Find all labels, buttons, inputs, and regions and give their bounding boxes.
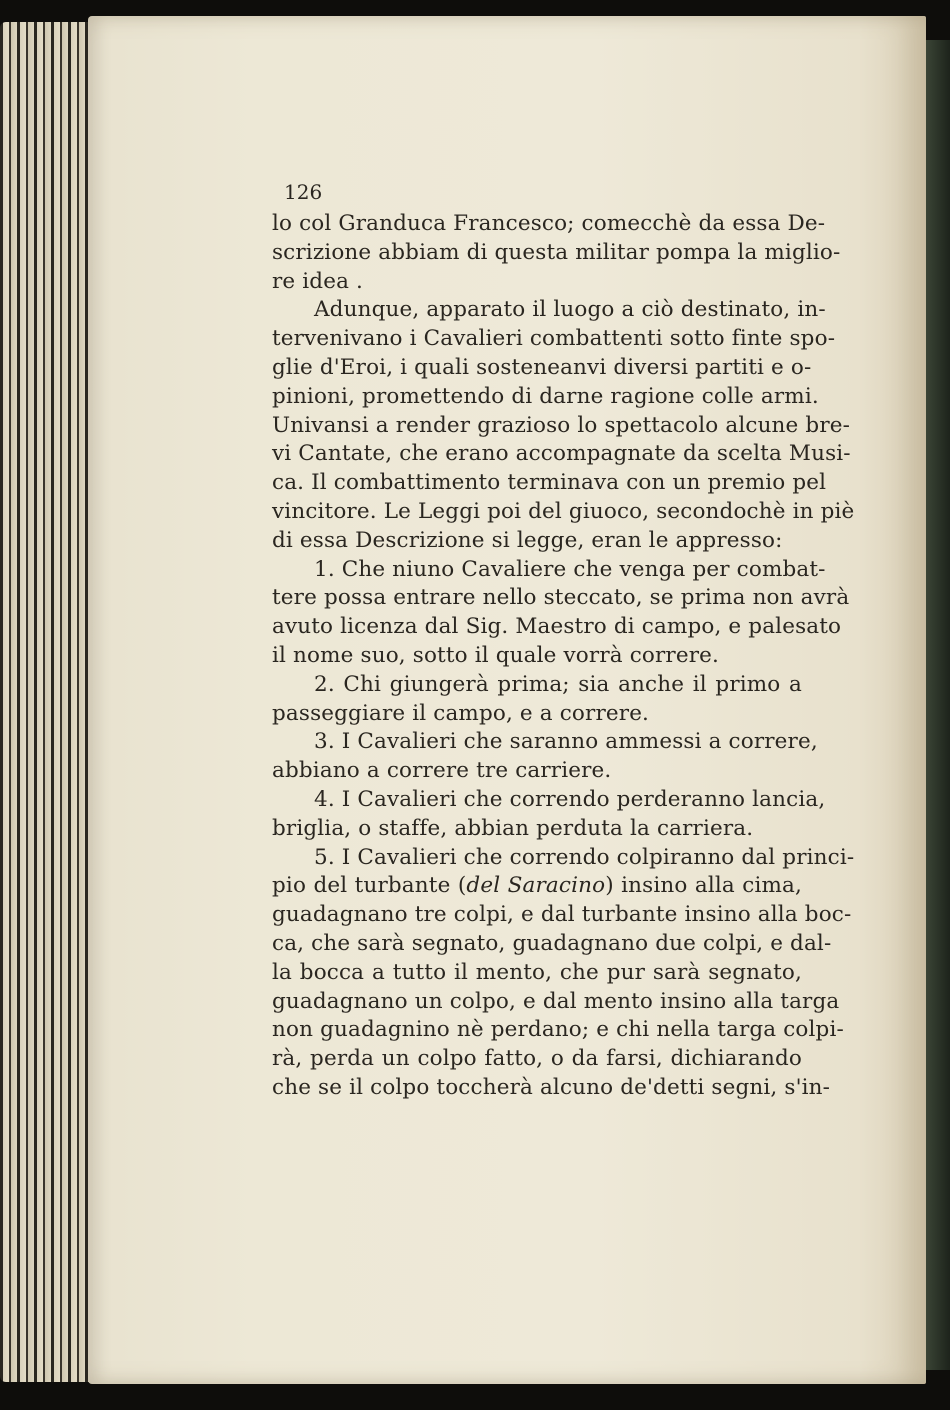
text-line: 3. I Cavalieri che saranno ammessi a correre, [314, 729, 818, 755]
text-line: Adunque, apparato il luogo a ciò destinato, in- [314, 297, 826, 323]
text-line: glie d'Eroi, i quali sosteneanvi diversi partiti e o- [272, 354, 812, 380]
text-line: vi Cantate, che erano accompagnate da scelta Musi- [272, 441, 851, 467]
text-line: vincitore. Le Leggi poi del giuoco, secondochè in piè [272, 498, 855, 524]
text-line: che se il colpo toccherà alcuno de'detti segni, s'in- [272, 1074, 831, 1100]
text-line: la bocca a tutto il mento, che pur sarà segnato, [272, 959, 802, 985]
text-line: il nome suo, sotto il quale vorrà correre. [272, 642, 719, 668]
text-line: 2. Chi giungerà prima; sia anche il primo a [314, 671, 802, 697]
text-line [272, 872, 802, 901]
text-line: briglia, o staffe, abbian perduta la carriera. [272, 815, 754, 841]
text-line: guadagnano un colpo, e dal mento insino alla targa [272, 988, 840, 1014]
text-line: ca. Il combattimento terminava con un premio pel [272, 470, 827, 496]
text-line: abbiano a correre tre carriere. [272, 758, 612, 784]
text-line: di essa Descrizione si legge, eran le appresso: [272, 527, 783, 553]
text-line: 5. I Cavalieri che correndo colpiranno dal princi- [314, 844, 855, 870]
body-text [272, 182, 855, 1103]
text-line: Univansi a render grazioso lo spettacolo alcune bre- [272, 412, 851, 438]
italic-term: del Saracino [466, 873, 606, 899]
text-line: tere possa entrare nello steccato, se prima non avrà [272, 585, 850, 611]
text-line: lo col Granduca Francesco; comecchè da essa De- [272, 211, 826, 236]
text-line: scrizione abbiam di questa militar pompa la miglio- [272, 239, 841, 265]
page-edges [0, 22, 100, 1382]
page-number: 126 [284, 180, 323, 204]
text-line: guadagnano tre colpi, e dal turbante insino alla boc- [272, 902, 852, 928]
text-line: rà, perda un colpo fatto, o da farsi, dichiarando [272, 1046, 802, 1072]
text-line: passeggiare il campo, e a correre. [272, 700, 650, 726]
text-line: tervenivano i Cavalieri combattenti sotto finte spo- [272, 326, 836, 352]
text-line: 4. I Cavalieri che correndo perderanno lancia, [314, 786, 826, 812]
text-line: 1. Che niuno Cavaliere che venga per combat- [314, 556, 826, 582]
text-line: pinioni, promettendo di darne ragione colle armi. [272, 383, 819, 409]
text-line-part: pio del turbante ( [272, 873, 467, 899]
text-line: avuto licenza dal Sig. Maestro di campo, e palesato [272, 614, 842, 640]
text-line-part: ) insino alla cima, [605, 873, 802, 899]
text-line: re idea . [272, 268, 364, 294]
text-line: non guadagnino nè perdano; e chi nella targa colpi- [272, 1017, 844, 1043]
book-binding [922, 40, 950, 1370]
text-line: ca, che sarà segnato, guadagnano due colpi, e dal- [272, 930, 832, 956]
